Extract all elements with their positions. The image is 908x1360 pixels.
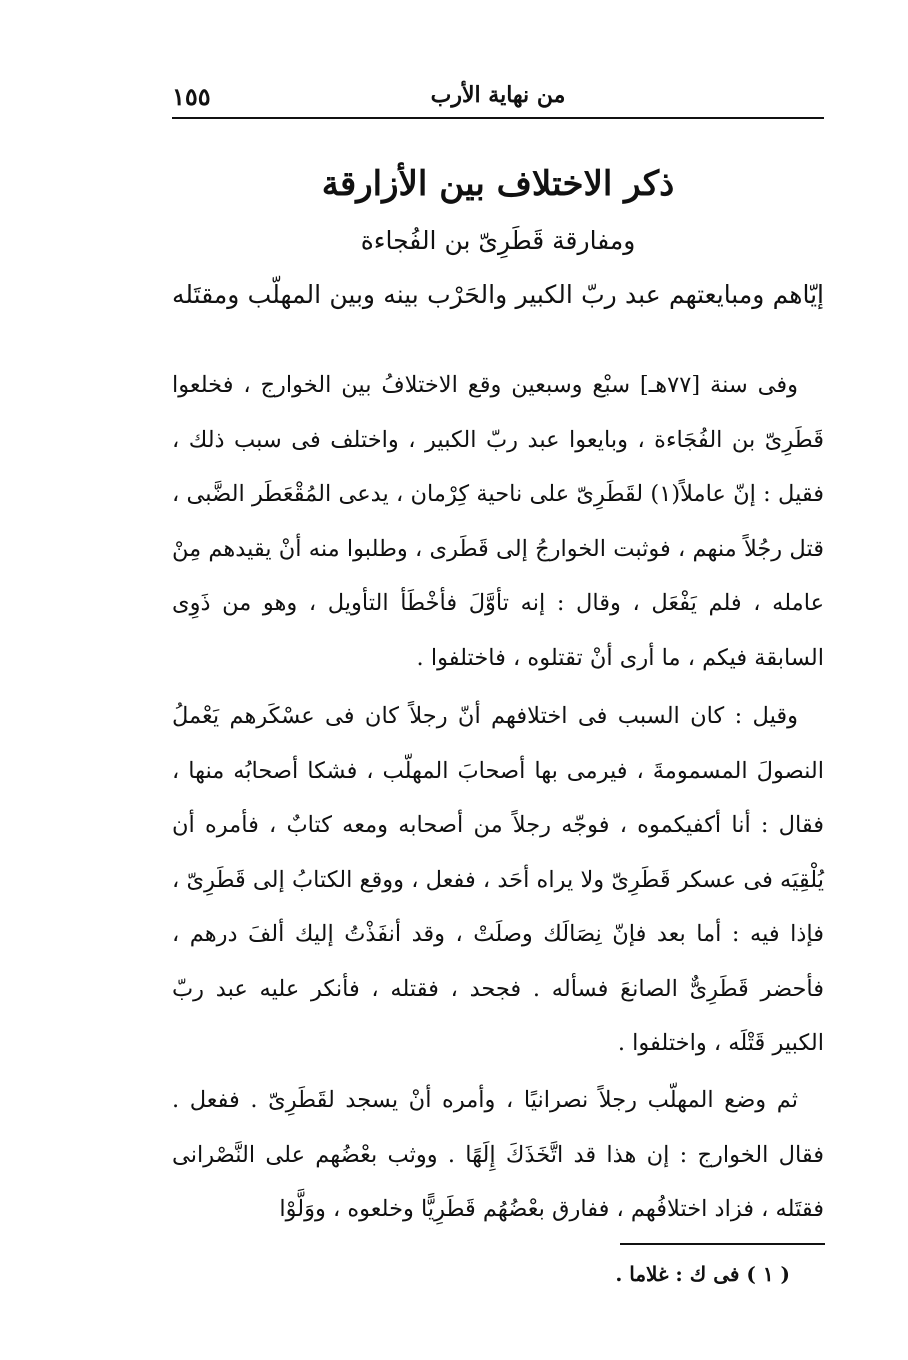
paragraph-3 [172, 1073, 824, 1237]
footnote: ( ١ ) فى ك : غلاما . [615, 1262, 790, 1286]
paragraph-1 [172, 358, 824, 685]
paragraph-text: وقيل : كان السبب فى اختلافهم أنّ رجلاً كان فى عسْكَرهم يَعْملُ النصولَ المسمومةَ ، فيرمى بها أصحابَ المهلّب ، فشكا أصحابُه منها ، فقال : أنا أكفيكموه ، فوجّه رجلاً من أصحابه ومعه كتابٌ ، فأمره أن يُلْقِيَه فى عسكر قَطَرِىّ ولا يراه أحَد ، ففعل ، ووقع الكتابُ إلى قَطَرِىّ ، فإذا فيه : أما بعد فإنّ نِصَالَك وصلَتْ ، وقد أنفَذْتُ إليك ألفَ درهم ، فأحضر قَطَرِىٌّ الصانعَ فسأله . فجحد ، فقتله ، فأنكر عليه عبد ربّ الكبير قَتْلَه ، واختلفوا . [172, 703, 824, 1056]
paragraph-2 [172, 689, 824, 1071]
chapter-subtitle-continued: إيّاهم ومبايعتهم عبد ربّ الكبير والحَرْب بينه وبين المهلّب ومقتَله [172, 280, 824, 309]
page-number: ١٥٥ [172, 82, 211, 111]
footnote-rule [620, 1243, 825, 1245]
header-rule [172, 117, 824, 119]
chapter-subtitle: ومفارقة قَطَرِىّ بن الفُجاءة [360, 226, 636, 255]
chapter-title: ذكر الاختلاف بين الأزارقة [321, 164, 675, 204]
paragraph-text: ثم وضع المهلّب رجلاً نصرانيًا ، وأمره أنْ يسجد لقَطَرِىّ . ففعل . فقال الخوارج : إن هذا قد اتَّخَذَكَ إِلَهًا . ووثب بعْضُهم على النَّصْرانى فقتَله ، فزاد اختلافُهم ، ففارق بعْضُهُم قَطَرِيًّا وخلعوه ، ووَلَّوْا [172, 1087, 824, 1222]
running-title: من نهاية الأرب [430, 82, 566, 108]
paragraph-text: وفى سنة [٧٧هـ] سبْع وسبعين وقع الاختلافُ بين الخوارج ، فخلعوا قَطَرِىّ بن الفُجَاءة ، وبايعوا عبد ربّ الكبير ، واختلف فى سبب ذلك ، فقيل : إنّ عاملاً(١) لقَطَرِىّ على ناحية كِرْمان ، يدعى المُقْعَطَر الضَّبى ، قتل رجُلاً منهم ، فوثبت الخوارجُ إلى قَطَرى ، وطلبوا منه أنْ يقيدهم مِنْ عامله ، فلم يَفْعَل ، وقال : إنه تأوَّلَ فأخْطَأ التأويل ، وهو من ذَوِى السابقة فيكم ، ما أرى أنْ تقتلوه ، فاختلفوا . [172, 372, 824, 671]
running-header [172, 78, 824, 118]
